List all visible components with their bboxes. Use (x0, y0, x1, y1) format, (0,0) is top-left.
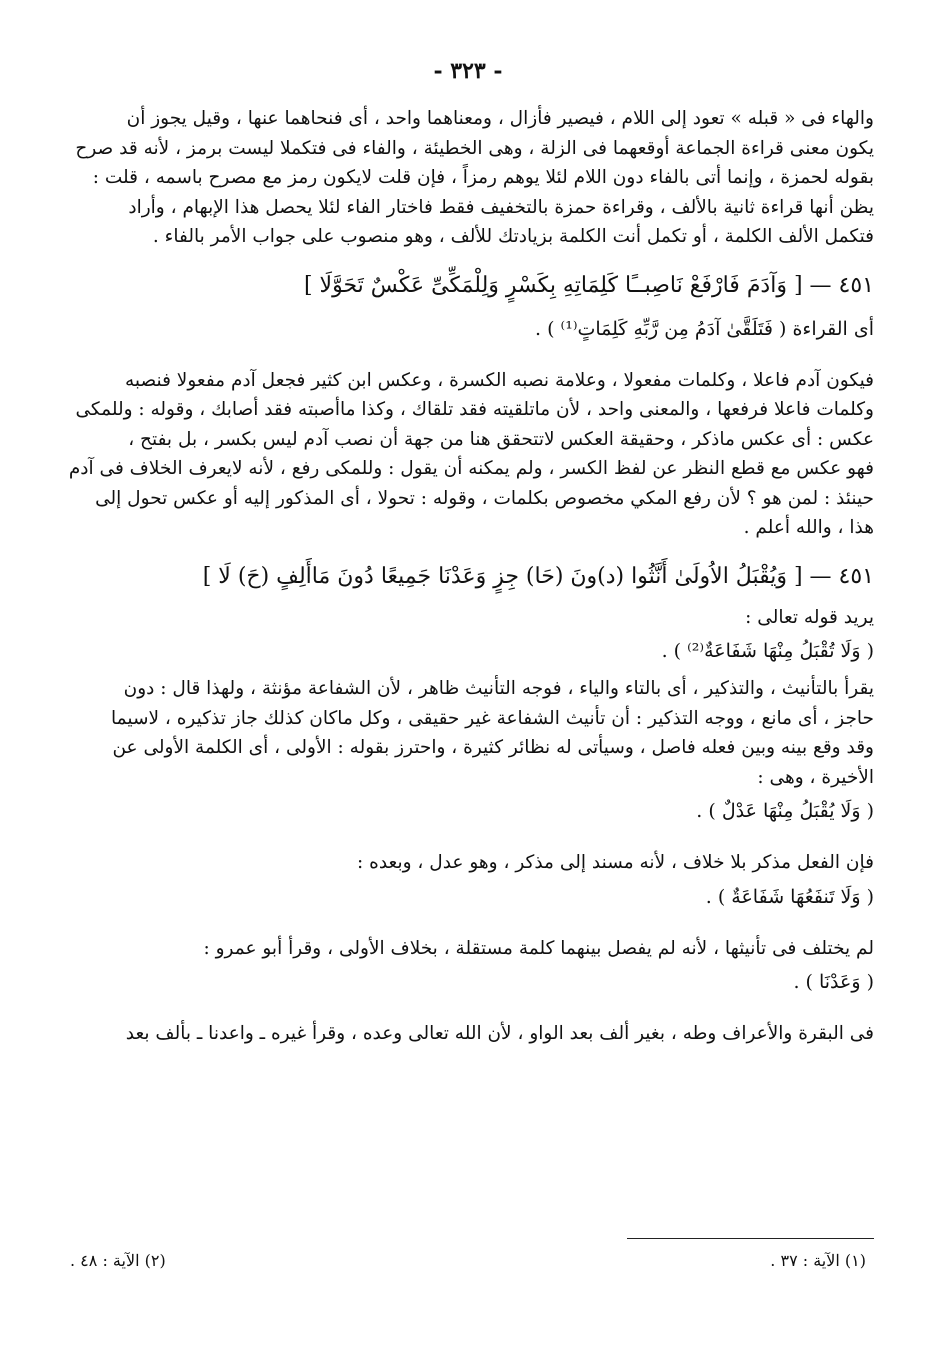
paragraph-5: لم يختلف فى تأنيثها ، لأنه لم يفصل بينهما كلمة مستقلة ، بخلاف الأولى ، وقرأ أبو عمرو : (203, 937, 874, 959)
paragraph-1 (62, 104, 874, 252)
text-line: عكس : أى عكس ماذكر ، وحقيقة العكس لاتتحقق هنا من جهة أن نصب آدم ليس بكسر ، بل بفتح ، (128, 428, 874, 450)
footnote-divider (627, 1238, 874, 1239)
paragraph-6: فى البقرة والأعراف وطه ، بغير ألف بعد الواو ، لأن الله تعالى وعده ، وقرأ غيره ـ واعدنا ـ بألف بعد (125, 1023, 874, 1044)
text-line: يكون معنى قراءة الجماعة أوقعهما فى الزلة ، وهى الخطيئة ، والفاء فى فتكملا ليست برمز ، لأنه قد صرح (75, 137, 874, 159)
text-line: فتكمل الألف الكلمة ، أو تكمل أنت الكلمة بزيادتك للألف ، وهو منصوب على جواب الأمر بالفاء . (152, 226, 874, 247)
footnotes (62, 1248, 874, 1274)
text-line: هذا ، والله أعلم . (743, 517, 874, 538)
text-line: يظن أنها قراءة ثانية بالألف ، وقراءة حمزة بالتخفيف فقط فاختار الفاء لئلا يحصل هذا الإبهام ، وأراد (128, 196, 874, 218)
verse-451-a: ٤٥١ — [ وَآدَمَ فَارْفَعْ نَاصِبــًا كَلِمَاتِهِ بِكَسْرٍ وَلِلْمَكِّىِّ عَكْسٌ تَحَوَّلَا ] (303, 272, 874, 298)
text-line: والهاء فى « قبله » تعود إلى اللام ، فيصير فأزال ، ومعناهما واحد ، أى فنحاهما عنها ، وقيل يجوز أن (126, 108, 874, 129)
verse-explanation: أى القراءة ( فَتَلَقَّىٰ آدَمُ مِن رَّبِّهِ كَلِمَاتٍ⁽¹⁾ ) . (534, 317, 874, 340)
text-line: يقرأ بالتأنيث ، والتذكير ، أى بالتاء والياء ، فوجه التأنيث ظاهر ، لأن الشفاعة مؤنثة ، ولهذا قال : دون (123, 678, 874, 699)
text-line: وقد وقع بينه وبين فعله فاصل ، وسيأتى له نظائر كثيرة ، واحترز بقوله : الأولى ، أى الكلمة الأولى عن (112, 737, 874, 758)
text-line: حاجز ، أى مانع ، ووجه التذكير : أن تأنيث الشفاعة غير حقيقى ، وكل ماكان كذلك جاز تذكيره ، لاسيما (111, 707, 874, 729)
footnote-2: (٢) الآية : ٤٨ . (70, 1251, 166, 1270)
quran-quote: ( وَلَا يُقْبَلُ مِنْهَا عَدْلٌ ) . (696, 800, 874, 822)
verse-451-b: ٤٥١ — [ وَيُقْبَلُ الاُولَىٰ أَنَّثُوا (د)ونَ (حَا) جِزٍ وَعَدْنَا جَمِيعًا دُونَ مَاأَلِفٍ (حَ) لَا ] (202, 563, 874, 589)
footnote-1: (١) الآية : ٣٧ . (770, 1251, 866, 1270)
paragraph-3 (62, 674, 874, 792)
paragraph-2 (62, 366, 874, 543)
text-line: حينئذ : لمن هو ؟ لأن رفع المكي مخصوص بكلمات ، وقوله : تحولا ، أى المذكور إليه أو عكس تحول إلى (95, 487, 874, 509)
page-number: - ٣٢٣ - (433, 58, 503, 84)
quran-quote: ( وَلَا تَنفَعُهَا شَفَاعَةٌ ) . (705, 885, 874, 908)
text-line: فيكون آدم فاعلا ، وكلمات مفعولا ، وعلامة نصبه الكسرة ، وعكس ابن كثير فجعل آدم مفعولا فنصبه (124, 369, 874, 391)
text-line: فهو عكس مع قطع النظر عن لفظ الكسر ، ولم يمكنه أن يقول : وللمكى رفع ، لأنه لايعرف الخلاف فى آدم (68, 458, 874, 479)
text-line: وكلمات فاعلا فرفعها ، والمعنى واحد ، لأن ماتلقيته فقد تلقاك ، وكذا ماأصبته فقد أصابك ، وقوله : وللمكى (75, 399, 874, 420)
text-line: الأخيرة ، وهى : (757, 766, 874, 788)
quran-quote: ( وَلَا تُقْبَلُ مِنْهَا شَفَاعَةٌ⁽²⁾ ) . (661, 640, 874, 662)
verse-intro: يريد قوله تعالى : (745, 606, 874, 628)
text-line: بقوله لحمزة ، وإنما أتى بالفاء دون اللام لئلا يوهم رمزاً ، فإن قلت لايكون رمز مع مصرح باسمه ، قلت : (92, 167, 874, 188)
quran-quote: ( وَعَدْنَا ) . (793, 971, 874, 993)
paragraph-4: فإن الفعل مذكر بلا خلاف ، لأنه مسند إلى مذكر ، وهو عدل ، وبعده : (357, 852, 874, 873)
page-body (62, 58, 874, 1049)
